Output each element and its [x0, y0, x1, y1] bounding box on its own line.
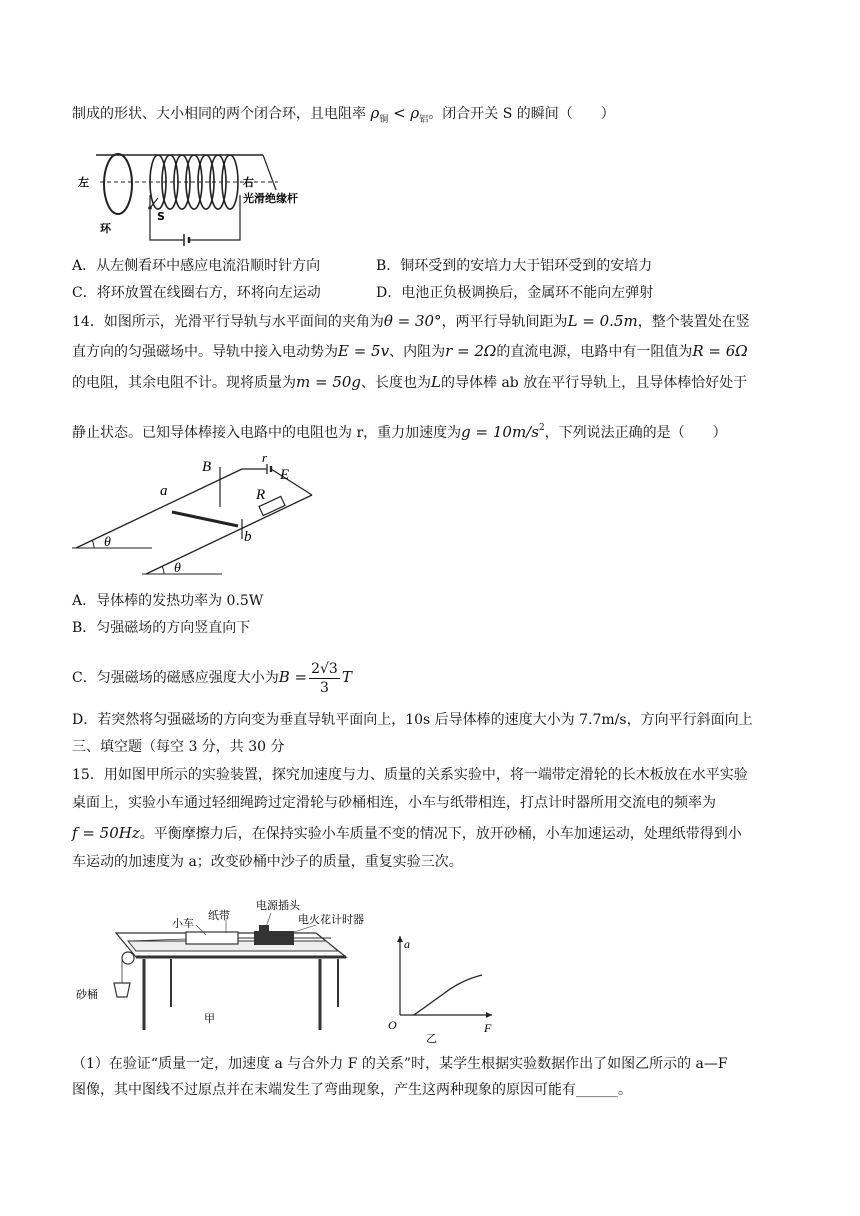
g-equation-exponent: 2: [538, 423, 545, 433]
label-paper-tape: 纸带: [208, 910, 230, 922]
r-equation: r = 2Ω: [445, 342, 497, 360]
q14-text-3c: 的导体棒 ab 放在平行导轨上，且导体棒恰好处于: [441, 375, 748, 391]
q13-option-b: B．铜环受到的安培力大于铝环受到的安培力: [376, 258, 653, 274]
L-symbol: L: [431, 373, 441, 391]
fraction-denominator: 3: [319, 679, 329, 696]
label-bucket: 砂桶: [76, 989, 98, 1001]
q14-option-b: B．匀强磁场的方向竖直向下: [72, 620, 251, 636]
q15-af-graph: [384, 930, 494, 1050]
q13-coil-figure: [78, 150, 338, 250]
label-B: B: [202, 459, 212, 475]
rho-inequality: $\rho_铜 < \rho_铝$: [370, 104, 429, 125]
fraction-numerator: 2√3: [311, 660, 338, 677]
q14-option-c: [72, 658, 352, 697]
axis-label-F: F: [484, 1021, 492, 1035]
label-rod: 光滑绝缘杆: [243, 192, 298, 205]
q15-line-1: 15．用如图甲所示的实验装置，探究加速度与力、质量的关系实验中，将一端带定滑轮的长木板放在水平实验: [72, 767, 748, 783]
q14-text-3b: 、长度也为: [361, 375, 432, 391]
q15-sub1-line-2: 图像，其中图线不过原点并在末端发生了弯曲现象，产生这两种现象的原因可能有______。: [72, 1082, 632, 1098]
q14-text-4a: 静止状态。已知导体棒接入电路中的电阻也为 r，重力加速度为: [72, 425, 462, 441]
label-power-plug: 电源插头: [256, 900, 300, 912]
q14-line-4: [72, 418, 792, 443]
q14-text-4b: ，下列说法正确的是（ ）: [544, 425, 727, 441]
q14-option-c-unit: T: [341, 668, 352, 686]
q15-sub1-line-1: （1）在验证“质量一定，加速度 a 与合外力 F 的关系”时，某学生根据实验数据作出了如图乙所示的 a—F: [72, 1056, 728, 1072]
label-r: r: [262, 450, 268, 465]
label-cart: 小车: [172, 918, 194, 930]
label-left: 左: [78, 176, 89, 189]
q14-text-1c: ，整个装置处在竖: [637, 314, 750, 330]
q14-text-1b: ，两平行导轨间距为: [441, 314, 568, 330]
R-equation: R = 6Ω: [692, 342, 748, 360]
q14-line-2: [72, 341, 792, 362]
label-jia: 甲: [204, 1013, 215, 1025]
label-right: 右: [243, 176, 254, 189]
q14-text-2a: 直方向的匀强磁场中。导轨中接入电动势为: [72, 344, 338, 360]
label-yi: 乙: [426, 1033, 437, 1045]
theta-equation: θ = 30°: [383, 312, 442, 330]
L-equation: L = 0.5m: [567, 312, 638, 330]
label-R: R: [256, 487, 266, 503]
q13-intro-line: [72, 103, 792, 130]
E-equation: E = 5v: [338, 342, 390, 360]
f-equation: f = 50Hz: [72, 824, 140, 842]
q14-line-1: [72, 311, 792, 332]
q15-setup-figure: [76, 895, 376, 1035]
q14-rails-figure: [72, 450, 322, 577]
g-equation: [461, 423, 545, 441]
q14-text-2c: 的直流电源，电路中有一阻值为: [496, 344, 693, 360]
q13-option-a: A．从左侧看环中感应电流沿顺时针方向: [72, 258, 321, 274]
q13-intro-text-a: 制成的形状、大小相同的两个闭合环，且电阻率: [72, 106, 366, 122]
label-b: b: [244, 529, 252, 545]
label-timer: 电火花计时器: [298, 914, 364, 926]
label-switch: S: [157, 210, 165, 223]
axis-origin: O: [388, 1018, 397, 1032]
q15-line-4: 车运动的加速度为 a；改变砂桶中沙子的质量，重复实验三次。: [72, 854, 463, 870]
q14-option-c-B: B =: [278, 668, 308, 686]
q14-text-1a: 14．如图所示，光滑平行导轨与水平面间的夹角为: [72, 314, 384, 330]
q15-line-3: [72, 823, 792, 844]
g-equation-base: g = 10m/s: [461, 423, 539, 441]
q14-option-a: A．导体棒的发热功率为 0.5W: [72, 593, 264, 609]
label-theta-2: θ: [174, 561, 181, 576]
q13-option-c: C．将环放置在线圈右方，环将向左运动: [72, 285, 321, 301]
q13-option-d: D．电池正负极调换后，金属环不能向左弹射: [376, 285, 654, 301]
axis-label-a: a: [404, 937, 410, 951]
q15-line-2: 桌面上，实验小车通过轻细绳跨过定滑轮与砂桶相连，小车与纸带相连，打点计时器所用交流电的频率为: [72, 795, 716, 811]
q14-text-3a: 的电阻，其余电阻不计。现将质量为: [72, 375, 296, 391]
section-3-heading: 三、填空题（每空 3 分，共 30 分: [72, 739, 285, 755]
label-ring: 环: [100, 222, 111, 235]
q14-option-d: D．若突然将匀强磁场的方向变为垂直导轨平面向上，10s 后导体棒的速度大小为 7.7m/s，方向平行斜面向上: [72, 712, 753, 728]
q14-option-c-text: C．匀强磁场的磁感应强度大小为: [72, 670, 279, 686]
label-theta-1: θ: [104, 535, 111, 550]
q14-option-c-fraction: [309, 660, 340, 697]
q13-intro-text-b: 。闭合开关 S 的瞬间（ ）: [428, 106, 615, 122]
q14-text-2b: 、内阻为: [389, 344, 446, 360]
q15-text-3b: 。平衡摩擦力后，在保持实验小车质量不变的情况下，放开砂桶，小车加速运动，处理纸带得到小: [139, 826, 742, 842]
label-a: a: [160, 483, 168, 499]
rho-cu-subscript: 铜: [379, 115, 389, 125]
m-equation: m = 50g: [296, 373, 362, 391]
rho-al-subscript: 铝: [419, 115, 429, 125]
label-E: E: [280, 467, 290, 483]
q14-line-3: [72, 372, 792, 393]
